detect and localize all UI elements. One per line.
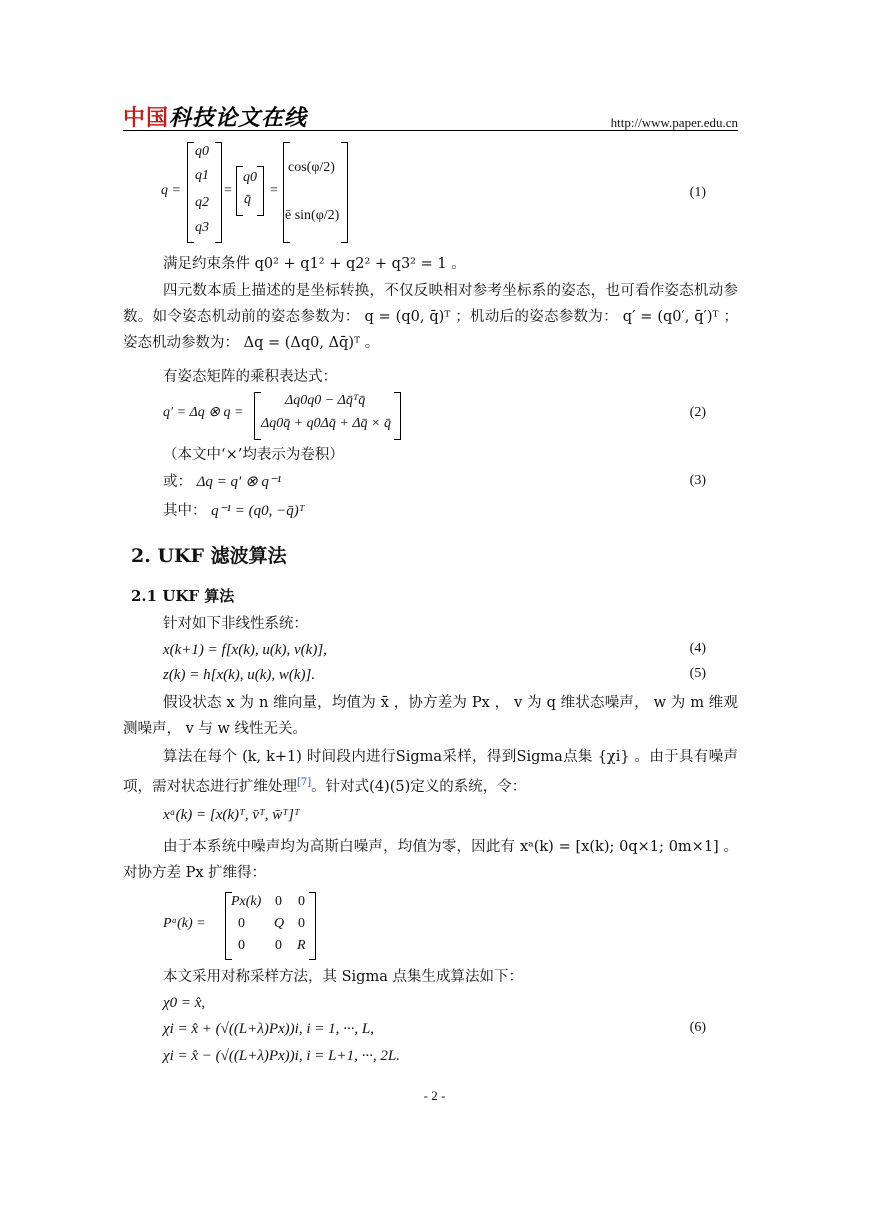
equation-6-line1: χ0 = x̂, xyxy=(163,995,206,1011)
eqP-cell: 0 xyxy=(275,894,282,909)
eq3-prefix: 或： xyxy=(163,474,192,490)
para5-part-b: 。针对式(4)(5)定义的系统，令： xyxy=(311,778,527,795)
equation-2 xyxy=(123,390,738,442)
equation-4: x(k+1) = f[x(k), u(k), v(k)], xyxy=(163,642,327,658)
equation-covariance-matrix xyxy=(123,890,738,962)
section-heading-2: 2. UKF 滤波算法 xyxy=(131,545,287,567)
eq3b-prefix: 其中： xyxy=(163,503,207,519)
equation-5: z(k) = h[x(k), u(k), w(k)]. xyxy=(163,667,316,683)
eq1-lhs: q = xyxy=(161,183,181,198)
equation-inverse xyxy=(163,498,305,524)
eq1-col1-item: q3 xyxy=(195,220,209,235)
note-convolution: （本文中‘×’均表示为卷积） xyxy=(163,447,344,463)
logo-black-text: 科技论文在线 xyxy=(169,105,308,131)
paragraph-symmetric-sampling: 本文采用对称采样方法，其 Sigma 点集生成算法如下： xyxy=(163,969,523,985)
equation-3 xyxy=(163,469,281,495)
citation-link[interactable]: [7] xyxy=(297,777,312,788)
header-url[interactable]: http://www.paper.edu.cn xyxy=(610,115,738,130)
eq1-number: (1) xyxy=(689,185,706,200)
eq1-col2-item: q̄ xyxy=(244,192,251,207)
equation-6-line2: χi = x̂ + (√((L+λ)Px))i, i = 1, ···, L, xyxy=(163,1021,374,1037)
eq3-number: (3) xyxy=(689,473,706,488)
eq1-col1-item: q1 xyxy=(195,168,209,183)
eqP-cell: 0 xyxy=(238,916,245,931)
eq1-col2-item: q0 xyxy=(243,170,257,185)
paragraph-product-intro: 有姿态矩阵的乘积表达式： xyxy=(163,369,337,385)
para5-part-a: 算法在每个 (k, k+1) 时间段内进行Sigma采样，得到Sigma点集 {χi} 。由于具有噪声项，需对状态进行扩维处理 xyxy=(123,749,738,795)
eq6-number: (6) xyxy=(689,1020,706,1035)
equation-augmented-state: xᵃ(k) = [x(k)ᵀ, v̄ᵀ, w̄ᵀ]ᵀ xyxy=(163,807,300,823)
header-rule xyxy=(123,130,738,131)
eqP-cell: R xyxy=(297,938,306,953)
eq1-col3-item: ē sin(φ/2) xyxy=(285,208,340,223)
paragraph-sigma-sampling xyxy=(123,744,738,800)
eqP-cell: 0 xyxy=(238,938,245,953)
eqP-lhs: Pᵃ(k) = xyxy=(163,916,206,931)
eqP-cell: 0 xyxy=(298,916,305,931)
paragraph-system-intro: 针对如下非线性系统： xyxy=(163,616,308,632)
eqP-cell: 0 xyxy=(275,938,282,953)
eq1-col1-item: q0 xyxy=(195,144,209,159)
constraint-line: 满足约束条件 q0² + q1² + q2² + q3² = 1 。 xyxy=(163,256,466,272)
paragraph-quaternion: 四元数本质上描述的是坐标转换，不仅反映相对参考坐标系的姿态，也可看作姿态机动参数。如令姿态机动前的姿态参数为： q = (q0, q̄)ᵀ ；机动后的姿态参数为： q′ = (q0′, q̄′)ᵀ ；姿态机动参数为： Δq = (Δq0, Δq̄)ᵀ 。 xyxy=(123,283,738,351)
eq5-number: (5) xyxy=(689,666,706,681)
paragraph-noise-covariance: 由于本系统中噪声均为高斯白噪声，均值为零，因此有 xᵃ(k) = [x(k); 0q×1; 0m×1] 。对协方差 Px 扩维得： xyxy=(123,839,738,881)
eqP-cell: 0 xyxy=(298,894,305,909)
journal-logo xyxy=(123,103,307,129)
equation-1: q = q0 q1 q2 q3 = q0 q̄ = cos(φ/2) ē sin(φ/2) (1) xyxy=(123,140,738,245)
eq1-col1-item: q2 xyxy=(195,195,209,210)
eqP-cell: Px(k) xyxy=(231,894,262,909)
eq4-number: (4) xyxy=(689,641,706,656)
page-number: - 2 - xyxy=(423,1088,446,1103)
logo-red-text: 中国 xyxy=(123,105,170,131)
eq2-lhs: q′ = Δq ⊗ q = xyxy=(163,405,244,420)
section-heading-2-1: 2.1 UKF 算法 xyxy=(131,587,235,605)
eqP-cell: Q xyxy=(274,916,285,931)
eq2-row2: Δq0q̄ + q0Δq̄ + Δq̄ × q̄ xyxy=(261,416,391,431)
equation-6-line3: χi = x̂ − (√((L+λ)Px))i, i = L+1, ···, 2L. xyxy=(163,1048,400,1064)
eq3b-expr: q⁻¹ = (q0, −q̄)ᵀ xyxy=(211,503,305,519)
eq2-number: (2) xyxy=(689,405,706,420)
eq3-expr: Δq = q′ ⊗ q⁻¹ xyxy=(196,474,282,490)
eq1-col3-item: cos(φ/2) xyxy=(288,160,335,175)
paragraph-state-assumption: 假设状态 x 为 n 维向量，均值为 x̄ ，协方差为 Px ， v 为 q 维状态噪声， w 为 m 维观测噪声， v 与 w 线性无关。 xyxy=(123,695,738,737)
eq2-row1: Δq0q0 − Δq̄ᵀq̄ xyxy=(285,393,366,408)
